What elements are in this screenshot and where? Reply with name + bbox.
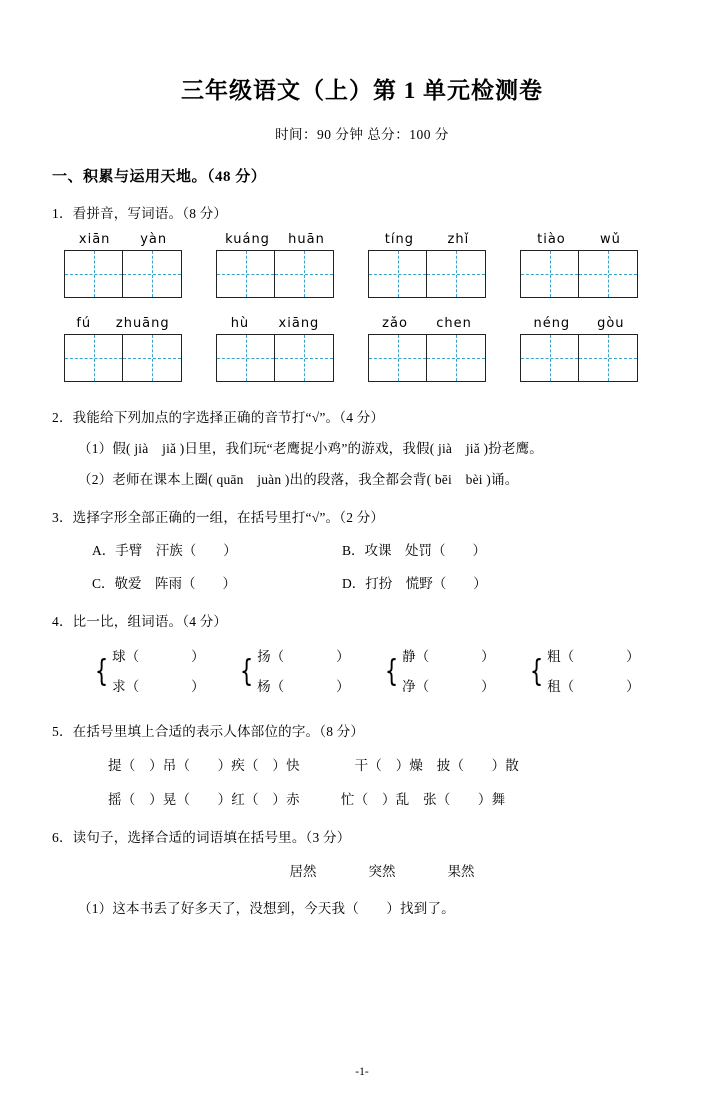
- word-pair-top[interactable]: 球（ ）: [112, 649, 205, 664]
- question-5-row-1[interactable]: 提（ ）吊（ ）疾（ ）快 干（ ）燥 披（ ）散: [108, 758, 519, 773]
- question-1-prompt: 1．看拼音，写词语。（8 分）: [52, 206, 228, 221]
- pinyin-syllable: zǎo: [382, 316, 408, 331]
- pinyin-text: [368, 316, 486, 331]
- option-c[interactable]: C．敬爱 阵雨（ ）: [92, 576, 237, 591]
- pinyin-item: [64, 232, 216, 298]
- option-a[interactable]: A．手臂 汗族（ ）: [92, 543, 237, 558]
- question-6-prompt: 6．读句子，选择合适的词语填在括号里。（3 分）: [52, 830, 351, 845]
- word-option[interactable]: 果然: [447, 864, 475, 879]
- pinyin-syllable: xiān: [78, 232, 111, 247]
- pinyin-syllable: hù: [230, 316, 250, 331]
- question-5-row-2[interactable]: 摇（ ）晃（ ）红（ ）赤 忙（ ）乱 张（ ）舞: [108, 792, 506, 807]
- writing-grid[interactable]: [520, 334, 638, 382]
- pinyin-item: [368, 316, 520, 382]
- pinyin-syllable: huān: [288, 232, 325, 247]
- grid-cell[interactable]: [275, 251, 333, 297]
- word-pair-top[interactable]: 扬（ ）: [257, 649, 350, 664]
- writing-grid[interactable]: [216, 250, 334, 298]
- grid-cell[interactable]: [123, 251, 181, 297]
- grid-cell[interactable]: [217, 335, 275, 381]
- question-3-options-row-2: [92, 572, 672, 592]
- question-6-line-1[interactable]: （1）这本书丢了好多天了，没想到，今天我（ ）找到了。: [78, 901, 455, 916]
- question-6-word-bank: [52, 860, 672, 880]
- grid-cell[interactable]: [217, 251, 275, 297]
- pinyin-syllable: fú: [76, 316, 92, 331]
- exam-meta: 时间：90 分钟 总分：100 分: [275, 127, 449, 142]
- word-pair-group: [237, 642, 382, 702]
- grid-cell[interactable]: [65, 335, 123, 381]
- writing-grid[interactable]: [64, 334, 182, 382]
- question-5-prompt: 5．在括号里填上合适的表示人体部位的字。（8 分）: [52, 724, 365, 739]
- writing-grid[interactable]: [216, 334, 334, 382]
- exam-page: [0, 72, 724, 1096]
- brace-icon: {: [384, 654, 399, 689]
- writing-grid[interactable]: [368, 250, 486, 298]
- word-pair-group: [92, 642, 237, 702]
- page-title: 三年级语文（上）第 1 单元检测卷: [181, 78, 543, 103]
- pinyin-syllable: tíng: [384, 232, 414, 247]
- pinyin-syllable: wǔ: [599, 232, 621, 247]
- grid-cell[interactable]: [275, 335, 333, 381]
- pinyin-text: [520, 232, 638, 247]
- grid-cell[interactable]: [427, 335, 485, 381]
- grid-cell[interactable]: [427, 251, 485, 297]
- question-4-groups: [92, 642, 672, 702]
- pinyin-item: [64, 316, 216, 382]
- pinyin-grid-row-2: [52, 316, 672, 382]
- brace-icon: {: [239, 654, 254, 689]
- word-option[interactable]: 突然: [368, 864, 396, 879]
- word-pair-bottom[interactable]: 租（ ）: [547, 679, 640, 694]
- word-pair-top[interactable]: 粗（ ）: [547, 649, 640, 664]
- grid-cell[interactable]: [579, 335, 637, 381]
- pinyin-item: [368, 232, 520, 298]
- pinyin-text: [368, 232, 486, 247]
- question-2-line-1: （1）假( jià jiǎ )日里，我们玩“老鹰捉小鸡”的游戏，我假( jià jiǎ )扮老鹰。: [78, 441, 543, 456]
- pinyin-syllable: zhuāng: [115, 316, 170, 331]
- pinyin-syllable: zhǐ: [447, 232, 470, 247]
- word-pair-group: [527, 642, 672, 702]
- pinyin-item: [520, 232, 672, 298]
- pinyin-syllable: kuáng: [225, 232, 270, 247]
- pinyin-syllable: yàn: [140, 232, 168, 247]
- pinyin-syllable: tiào: [537, 232, 566, 247]
- question-3-options-row-1: [92, 539, 672, 559]
- writing-grid[interactable]: [520, 250, 638, 298]
- pinyin-text: [64, 232, 182, 247]
- pinyin-syllable: chen: [436, 316, 472, 331]
- pinyin-grid-row-1: [52, 232, 672, 298]
- pinyin-syllable: néng: [533, 316, 571, 331]
- grid-cell[interactable]: [369, 335, 427, 381]
- pinyin-item: [216, 316, 368, 382]
- pinyin-item: [520, 316, 672, 382]
- question-2-prompt: 2．我能给下列加点的字选择正确的音节打“√”。（4 分）: [52, 410, 385, 425]
- pinyin-syllable: xiāng: [278, 316, 320, 331]
- page-number: -1-: [355, 1066, 369, 1078]
- grid-cell[interactable]: [521, 335, 579, 381]
- question-3-prompt: 3．选择字形全部正确的一组，在括号里打“√”。（2 分）: [52, 510, 385, 525]
- brace-icon: {: [94, 654, 109, 689]
- option-d[interactable]: D．打扮 慌野（ ）: [342, 576, 487, 591]
- grid-cell[interactable]: [65, 251, 123, 297]
- question-4-prompt: 4．比一比，组词语。（4 分）: [52, 614, 228, 629]
- word-pair-bottom[interactable]: 净（ ）: [402, 679, 495, 694]
- grid-cell[interactable]: [579, 251, 637, 297]
- section-heading-1: 一、积累与运用天地。（48 分）: [52, 169, 267, 185]
- grid-cell[interactable]: [521, 251, 579, 297]
- grid-cell[interactable]: [369, 251, 427, 297]
- word-pair-top[interactable]: 静（ ）: [402, 649, 495, 664]
- word-option[interactable]: 居然: [289, 864, 317, 879]
- pinyin-text: [520, 316, 638, 331]
- pinyin-text: [216, 316, 334, 331]
- pinyin-item: [216, 232, 368, 298]
- writing-grid[interactable]: [64, 250, 182, 298]
- word-pair-group: [382, 642, 527, 702]
- grid-cell[interactable]: [123, 335, 181, 381]
- pinyin-text: [216, 232, 334, 247]
- pinyin-text: [64, 316, 182, 331]
- option-b[interactable]: B．攻课 处罚（ ）: [342, 543, 487, 558]
- writing-grid[interactable]: [368, 334, 486, 382]
- word-pair-bottom[interactable]: 杨（ ）: [257, 679, 350, 694]
- brace-icon: {: [529, 654, 544, 689]
- question-2-line-2: （2）老师在课本上圈( quān juàn )出的段落，我全都会背( bēi bèi )诵。: [78, 472, 519, 487]
- word-pair-bottom[interactable]: 求（ ）: [112, 679, 205, 694]
- pinyin-syllable: gòu: [597, 316, 625, 331]
